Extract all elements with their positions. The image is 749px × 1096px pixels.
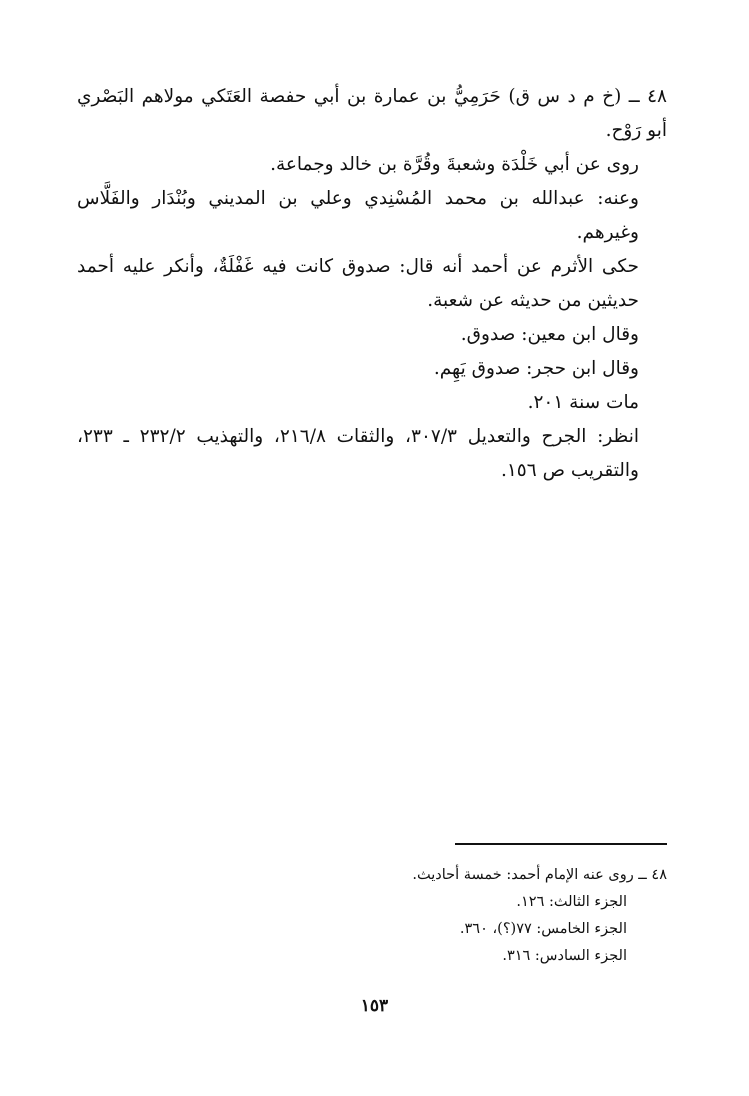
footnote-line: الجزء الخامس: ٧٧(؟)، ٣٦٠.	[459, 921, 627, 937]
ibn-maeen-line: وقال ابن معين: صدوق.	[460, 324, 639, 345]
footnote-line: الجزء الثالث: ١٢٦.	[516, 894, 627, 910]
biography-entry	[77, 80, 667, 488]
footnote-line: الجزء السادس: ٣١٦.	[502, 948, 627, 964]
narrated-from-line: روى عن أبي خَلْدَة وشعبةَ وقُرَّة بن خالد وجماعة.	[270, 154, 639, 175]
page-number: ١٥٣	[360, 996, 389, 1016]
death-year-line: مات سنة ٢٠١.	[527, 392, 639, 413]
footnotes	[107, 862, 667, 970]
footnote-separator	[455, 843, 667, 845]
athram-report-line: حكى الأثرم عن أحمد أنه قال: صدوق كانت فيه غَفْلَةٌ، وأنكر عليه أحمد حديثين من حديثه عن شعبة.	[77, 256, 639, 311]
entry-header: ٤٨ ــ (خ م د س ق) حَرَمِيُّ بن عمارة بن أبي حفصة العَتَكي مولاهم البَصْري أبو رَوْح.	[77, 86, 667, 141]
ibn-hajar-line: وقال ابن حجر: صدوق يَهِم.	[433, 358, 639, 379]
footnote-header: ٤٨ ــ روى عنه الإمام أحمد: خمسة أحاديث.	[412, 867, 667, 883]
narrators-line: وعنه: عبدالله بن محمد المُسْنِدي وعلي بن المديني وبُنْدَار والفَلَّاس وغيرهم.	[77, 188, 639, 243]
references-line: انظر: الجرح والتعديل ٣٠٧/٣، والثقات ٢١٦/٨، والتهذيب ٢٣٢/٢ ـ ٢٣٣، والتقريب ص ١٥٦.	[77, 426, 640, 481]
